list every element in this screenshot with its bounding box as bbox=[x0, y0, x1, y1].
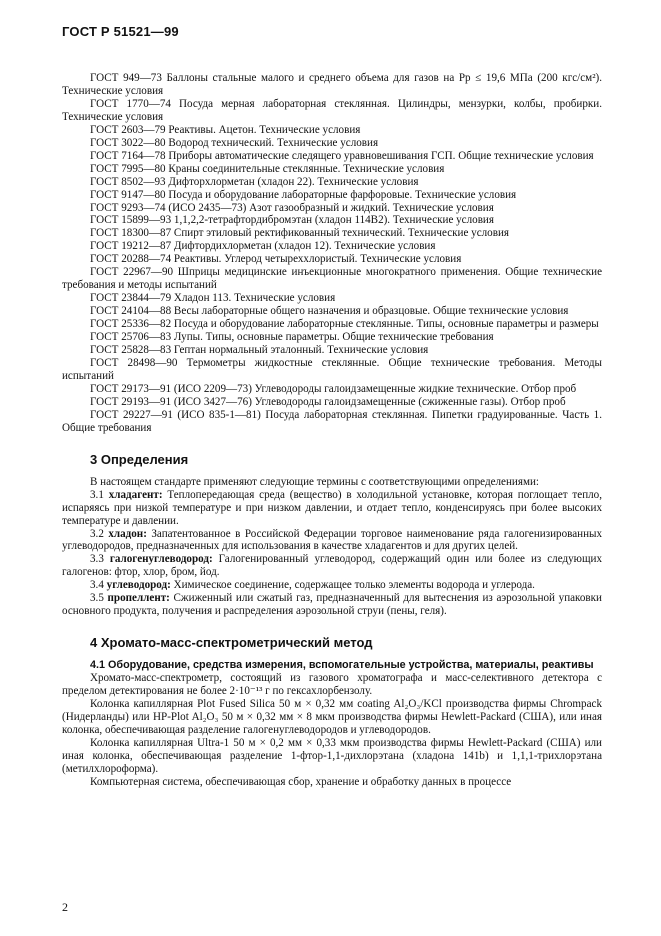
reference-item: ГОСТ 29173—91 (ИСО 2209—73) Углеводороды галоидзамещенные жидкие технические. Отбор проб bbox=[90, 382, 577, 395]
reference-item: ГОСТ 28498—90 Термометры жидкостные стеклянные. Общие технические требования. Методы испытаний bbox=[62, 356, 602, 382]
reference-item: ГОСТ 25828—83 Гептан нормальный эталонный. Технические условия bbox=[90, 344, 429, 357]
definition-item bbox=[62, 592, 602, 618]
reference-item: ГОСТ 24104—88 Весы лабораторные общего назначения и образцовые. Общие технические условия bbox=[90, 305, 569, 318]
reference-item: ГОСТ 25336—82 Посуда и оборудование лабораторные стеклянные. Типы, основные параметры и размеры bbox=[90, 318, 599, 331]
definition-text: Химическое соединение, содержащее только элементы водорода и углерода. bbox=[170, 579, 535, 592]
reference-item: ГОСТ 22967—90 Шприцы медицинские инъекционные многократного применения. Общие технические требования и методы испытаний bbox=[62, 266, 602, 292]
body-paragraph: Компьютерная система, обеспечивающая сбор, хранение и обработку данных в процессе bbox=[90, 775, 512, 788]
body-paragraph: Колонка капиллярная Plot Fused Silica 50 м × 0,32 мм coating Al₂O₃/KCl производства фирмы Chrompack (Нидерланды) или HP-Plot Al₂O₃ 50 м × 0,32 мм × 8 мкм производства фирмы Hewlett-Packard (США), или иная колонка, обеспечивающая разделение галогенуглеводородов и углеводородов. bbox=[62, 698, 602, 736]
reference-item: ГОСТ 15899—93 1,1,2,2-тетрафтордибромэтан (хладон 114В2). Технические условия bbox=[90, 214, 494, 227]
subsection-4-1-title: 4.1 Оборудование, средства измерения, вспомогательные устройства, материалы, реактивы bbox=[90, 659, 594, 672]
definition-text: Запатентованное в Российской Федерации торговое наименование ряда галогенизированных углеводородов, предназначенных для использования в качестве хладагентов и для других целей. bbox=[62, 527, 603, 553]
body-paragraph: Хромато-масс-спектрометр, состоящий из газового хроматографа и масс-селективного детектора с пределом детектирования не более 2·10⁻¹³ г по гексахлорбензолу. bbox=[62, 672, 602, 698]
page-header: ГОСТ Р 51521—99 bbox=[62, 24, 179, 39]
references-list bbox=[62, 72, 602, 435]
reference-item: ГОСТ 29227—91 (ИСО 835-1—81) Посуда лабораторная стеклянная. Пипетки градуированные. Часть 1. Общие требования bbox=[62, 408, 602, 434]
definition-text: Теплопередающая среда (вещество) в холодильной установке, которая поглощает тепло, испаряясь при низкой температуре и при низком давлении, и отдает тепло, конденсируясь при более высоких температуре и давлении. bbox=[62, 488, 603, 527]
reference-item: ГОСТ 2603—79 Реактивы. Ацетон. Технические условия bbox=[90, 123, 361, 136]
definition-item bbox=[62, 489, 602, 528]
body-paragraph: Колонка капиллярная Ultra-1 50 м × 0,2 мм × 0,33 мкм производства фирмы Hewlett-Packard (США) или иная колонка, обеспечивающая разделение 1-фтор-1,1-дихлорэтана (хладона 141b) и 1,1,1-трихлорэтана (метилхлороформа). bbox=[62, 736, 602, 775]
definition-term: хладагент: bbox=[108, 488, 163, 501]
section-3-intro: В настоящем стандарте применяют следующие термины с соответствующими определениями: bbox=[90, 475, 539, 488]
reference-item: ГОСТ 19212—87 Дифтордихлорметан (хладон 12). Технические условия bbox=[90, 240, 436, 253]
reference-item: ГОСТ 29193—91 (ИСО 3427—76) Углеводороды галоидзамещенные (сжиженные газы). Отбор проб bbox=[90, 395, 566, 408]
definition-number: 3.5 bbox=[90, 592, 108, 605]
reference-item: ГОСТ 23844—79 Хладон 113. Технические условия bbox=[90, 292, 336, 305]
reference-item: ГОСТ 9293—74 (ИСО 2435—73) Азот газообразный и жидкий. Технические условия bbox=[90, 201, 494, 214]
section-3-title: 3 Определения bbox=[90, 451, 189, 467]
reference-item: ГОСТ 7995—80 Краны соединительные стеклянные. Технические условия bbox=[90, 162, 445, 175]
definition-number: 3.2 bbox=[90, 527, 109, 540]
page-content bbox=[62, 72, 602, 789]
reference-item: ГОСТ 18300—87 Спирт этиловый ректификованный технический. Технические условия bbox=[90, 227, 509, 240]
section-4-title: 4 Хромато-масс-спектрометрический метод bbox=[90, 635, 373, 651]
definition-text: Сжиженный или сжатый газ, предназначенный для вытеснения из аэрозольной упаковки основного продукта, получения и распределения аэрозольной струи (пены, геля). bbox=[62, 592, 602, 618]
definition-item bbox=[62, 528, 602, 554]
reference-item: ГОСТ 3022—80 Водород технический. Технические условия bbox=[90, 136, 379, 149]
definition-term: углеводород: bbox=[106, 579, 171, 592]
definition-term: галогенуглеводород: bbox=[109, 553, 213, 566]
definition-number: 3.1 bbox=[90, 488, 109, 501]
definition-item bbox=[62, 553, 602, 579]
definition-number: 3.4 bbox=[90, 579, 107, 592]
definition-item bbox=[62, 579, 602, 592]
definition-term: пропеллент: bbox=[107, 592, 170, 605]
reference-item: ГОСТ 9147—80 Посуда и оборудование лабораторные фарфоровые. Технические условия bbox=[90, 188, 517, 201]
page-number: 2 bbox=[62, 900, 68, 914]
reference-item: ГОСТ 8502—93 Дифторхлорметан (хладон 22). Технические условия bbox=[90, 175, 419, 188]
definition-number: 3.3 bbox=[90, 553, 110, 566]
reference-item: ГОСТ 7164—78 Приборы автоматические следящего уравновешивания ГСП. Общие технические условия bbox=[90, 149, 594, 162]
reference-item: ГОСТ 1770—74 Посуда мерная лабораторная стеклянная. Цилиндры, мензурки, колбы, пробирки. Технические условия bbox=[62, 97, 602, 123]
reference-item: ГОСТ 25706—83 Лупы. Типы, основные параметры. Общие технические требования bbox=[90, 331, 494, 344]
reference-item: ГОСТ 20288—74 Реактивы. Углерод четыреххлористый. Технические условия bbox=[90, 253, 462, 266]
definition-term: хладон: bbox=[108, 527, 147, 540]
reference-item: ГОСТ 949—73 Баллоны стальные малого и среднего объема для газов на Pр ≤ 19,6 МПа (200 кгс/см²). Технические условия bbox=[62, 72, 602, 97]
definition-text: Галогенированный углеводород, содержащий один или более из следующих галогенов: фтор, хлор, бром, йод. bbox=[62, 553, 602, 579]
